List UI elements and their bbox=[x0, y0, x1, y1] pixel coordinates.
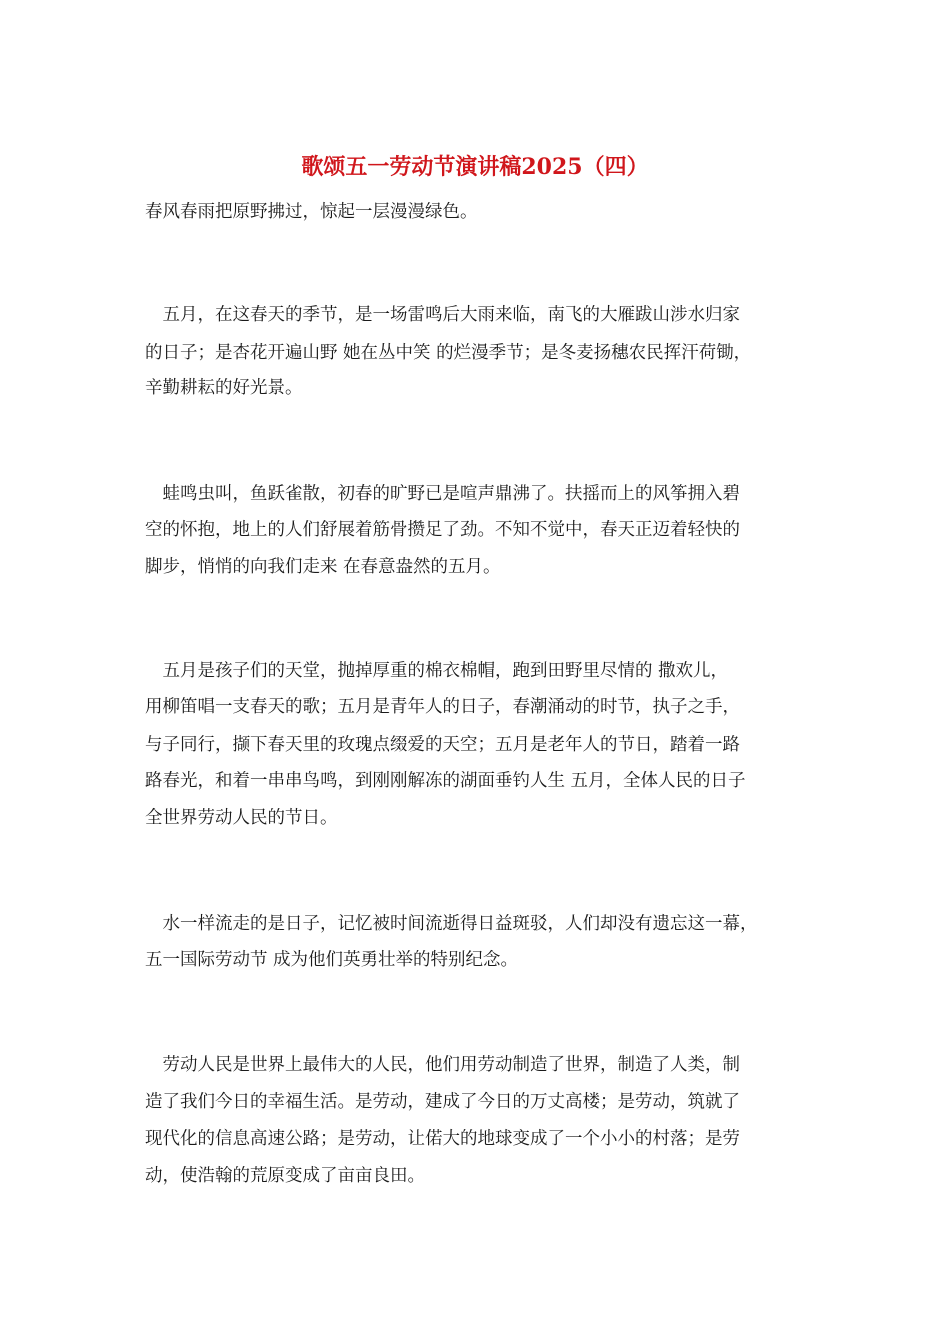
paragraph-5-line-2: 五一国际劳动节 成为他们英勇壮举的特别纪念。 bbox=[145, 950, 519, 970]
paragraph-4-line-4: 路春光，和着一串串鸟鸣，到刚刚解冻的湖面垂钓人生 五月，全体人民的日子 bbox=[145, 771, 746, 791]
paragraph-6-line-1: 劳动人民是世界上最伟大的人民，他们用劳动制造了世界，制造了人类，制 bbox=[145, 1055, 740, 1075]
paragraph-6-line-2: 造了我们今日的幸福生活。是劳动，建成了今日的万丈高楼；是劳动，筑就了 bbox=[145, 1092, 740, 1112]
paragraph-4-line-2: 用柳笛唱一支春天的歌；五月是青年人的日子，春潮涌动的时节，执子之手， bbox=[145, 697, 740, 717]
paragraph-2-line-3: 辛勤耕耘的好光景。 bbox=[145, 378, 303, 398]
paragraph-5-line-1: 水一样流走的是日子，记忆被时间流逝得日益斑驳，人们却没有遗忘这一幕， bbox=[145, 914, 758, 934]
paragraph-2-line-2: 的日子；是杏花开遍山野 她在丛中笑 的烂漫季节；是冬麦扬穗农民挥汗荷锄， bbox=[145, 343, 752, 363]
paragraph-6-line-3: 现代化的信息高速公路；是劳动，让偌大的地球变成了一个小小的村落；是劳 bbox=[145, 1129, 740, 1149]
paragraph-3-line-1: 蛙鸣虫叫，鱼跃雀散，初春的旷野已是喧声鼎沸了。扶摇而上的风筝拥入碧 bbox=[145, 484, 740, 504]
paragraph-3-line-3: 脚步，悄悄的向我们走来 在春意盎然的五月。 bbox=[145, 557, 501, 577]
paragraph-4-line-1: 五月是孩子们的天堂，抛掉厚重的棉衣棉帽，跑到田野里尽情的 撒欢儿， bbox=[145, 661, 729, 681]
paragraph-4-line-3: 与子同行，撷下春天里的玫瑰点缀爱的天空；五月是老年人的节日，踏着一路 bbox=[145, 735, 740, 755]
document-title: 歌颂五一劳动节演讲稿2025（四） bbox=[301, 154, 649, 180]
paragraph-1-line-1: 春风春雨把原野拂过，惊起一层漫漫绿色。 bbox=[145, 202, 478, 222]
paragraph-3-line-2: 空的怀抱，地上的人们舒展着筋骨攒足了劲。不知不觉中，春天正迈着轻快的 bbox=[145, 520, 740, 540]
paragraph-4-line-5: 全世界劳动人民的节日。 bbox=[145, 808, 338, 828]
paragraph-2-line-1: 五月，在这春天的季节，是一场雷鸣后大雨来临，南飞的大雁跋山涉水归家 bbox=[145, 305, 740, 325]
paragraph-6-line-4: 动，使浩翰的荒原变成了亩亩良田。 bbox=[145, 1166, 425, 1186]
